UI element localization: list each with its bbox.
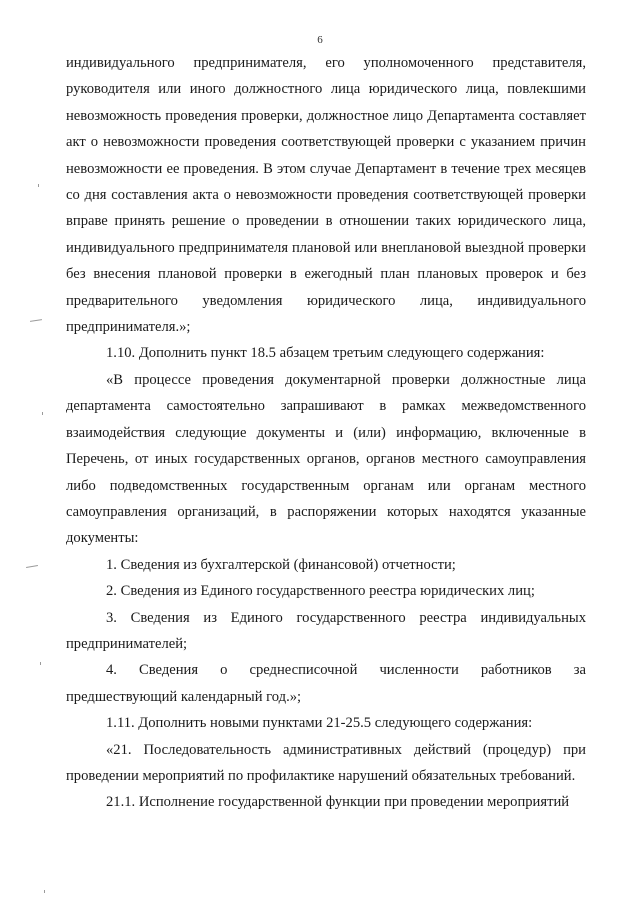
list-item: 4. Сведения о среднесписочной численности работников за предшествующий календарный год.»;: [66, 662, 586, 705]
paragraph: 1.11. Дополнить новыми пунктами 21-25.5 следующего содержания:: [106, 715, 533, 732]
list-item: 2. Сведения из Единого государственного реестра юридических лиц;: [106, 583, 535, 600]
paragraph: 1.10. Дополнить пункт 18.5 абзацем третьим следующего содержания:: [106, 345, 545, 362]
paragraph: индивидуального предпринимателя, его уполномоченного представителя, руководителя или иного должностного лица юридического лица, повлекшими невозможность проведения проверки, должностное лицо Департамента составляет акт о невозможности проведения соответствующей проверки с указанием причин невозможности ее проведения. В этом случае Департамент в течение трех месяцев со дня составления акта о невозможности проведения соответствующей проверки вправе принять решение о проведении в отношении таких юридического лица, индивидуального предпринимателя плановой или внеплановой выездной проверки без внесения плановой проверки в ежегодный план плановых проверок и без предварительного уведомления юридического лица, индивидуального предпринимателя.»;: [66, 55, 586, 336]
page-number: 6: [317, 34, 323, 46]
list-item: 3. Сведения из Единого государственного реестра индивидуальных предпринимателей;: [66, 609, 586, 652]
paragraph: 21.1. Исполнение государственной функции при проведении мероприятий: [106, 794, 570, 811]
margin-mark: [44, 890, 45, 893]
margin-mark: [26, 565, 38, 568]
paragraph: «В процессе проведения документарной проверки должностные лица департамента самостоятельно запрашивают в рамках межведомственного взаимодействия следующие документы и (или) информацию, включенные в Перечень, от иных государственных органов, органов местного самоуправления либо подведомственных государственным органам или органам местного самоуправления организаций, в распоряжении которых находятся указанные документы:: [66, 371, 586, 547]
margin-mark: [30, 319, 42, 322]
list-item: 1. Сведения из бухгалтерской (финансовой) отчетности;: [106, 556, 456, 573]
margin-mark: [40, 662, 41, 665]
paragraph: «21. Последовательность административных действий (процедур) при проведении мероприятий по профилактике нарушений обязательных требований.: [66, 741, 586, 784]
document-body: [66, 50, 586, 816]
margin-mark: [42, 412, 43, 415]
margin-mark: [38, 184, 39, 187]
